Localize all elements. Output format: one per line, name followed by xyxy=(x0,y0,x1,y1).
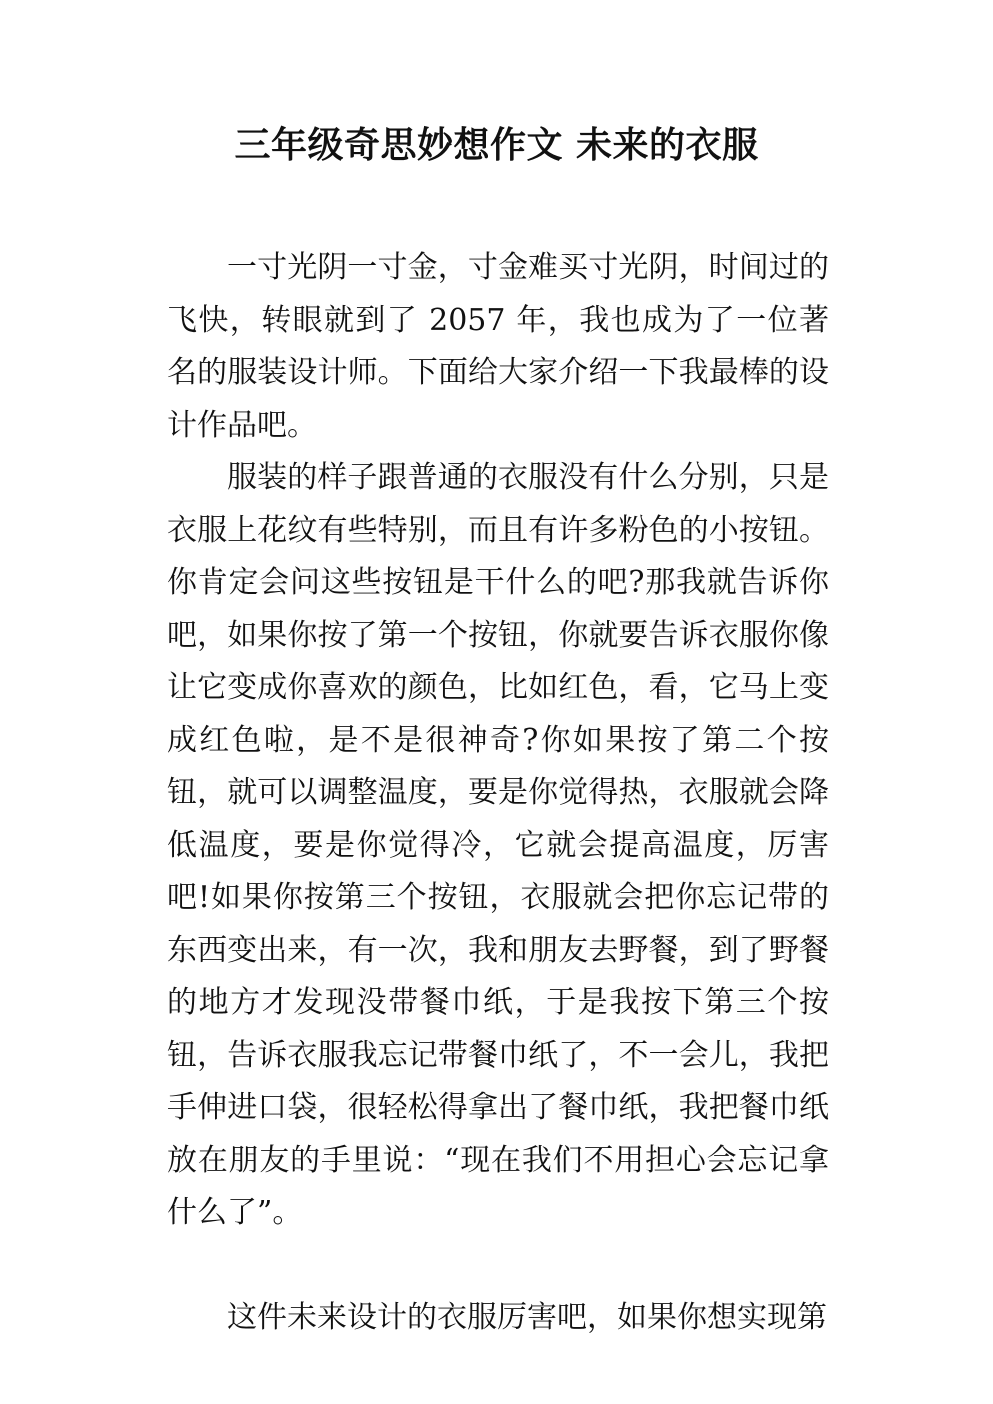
paragraph-conclusion: 这件未来设计的衣服厉害吧，如果你想实现第 xyxy=(227,1299,827,1335)
document-title: 三年级奇思妙想作文 未来的衣服 xyxy=(234,125,759,166)
document-body xyxy=(167,242,829,1344)
paragraph-clothing-buttons: 服装的样子跟普通的衣服没有什么分别，只是衣服上花纹有些特别，而且有许多粉色的小按钮。你肯定会问这些按钮是干什么的吧?那我就告诉你吧，如果你按了第一个按钮，你就要告诉衣服你像让它变成你喜欢的颜色，比如红色，看，它马上变成红色啦，是不是很神奇?你如果按了第二个按钮，就可以调整温度，要是你觉得热，衣服就会降低温度，要是你觉得冷，它就会提高温度，厉害吧!如果你按第三个按钮，衣服就会把你忘记带的东西变出来，有一次，我和朋友去野餐，到了野餐的地方才发现没带餐巾纸，于是我按下第三个按钮，告诉衣服我忘记带餐巾纸了，不一会儿，我把手伸进口袋，很轻松得拿出了餐巾纸，我把餐巾纸放在朋友的手里说：“现在我们不用担心会忘记拿什么了”。 xyxy=(167,460,829,1230)
paragraph-intro: 一寸光阴一寸金，寸金难买寸光阴，时间过的飞快，转眼就到了 2057 年，我也成为了一位著名的服装设计师。下面给大家介绍一下我最棒的设计作品吧。 xyxy=(167,250,829,443)
